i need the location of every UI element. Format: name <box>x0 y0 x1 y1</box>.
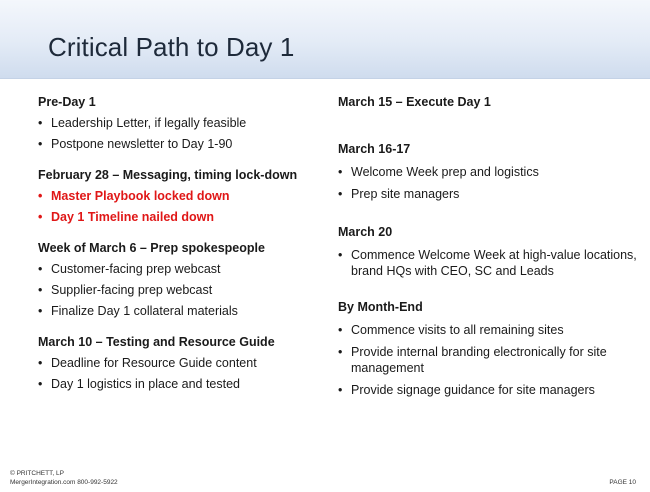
bullet-icon: • <box>38 356 43 370</box>
bullet-icon: • <box>38 116 43 130</box>
section-march-15 <box>338 93 638 119</box>
bullet-text: Leadership Letter, if legally feasible <box>51 116 247 130</box>
bullet-item <box>338 344 638 376</box>
bullet-text: Supplier-facing prep webcast <box>51 283 213 297</box>
bullet-item <box>338 382 638 398</box>
bullet-text: Provide signage guidance for site managers <box>351 383 595 397</box>
slide-title: Critical Path to Day 1 <box>48 32 295 62</box>
bullet-text: Postpone newsletter to Day 1-90 <box>51 137 233 151</box>
bullet-text: Welcome Week prep and logistics <box>351 165 539 179</box>
section-march-10 <box>38 333 323 392</box>
bullet-list <box>338 322 638 398</box>
footer-contact: MergerIntegration.com 800-992-5922 <box>10 479 118 486</box>
bullet-icon: • <box>38 283 43 297</box>
bullet-text: Prep site managers <box>351 187 460 201</box>
bullet-item-highlighted <box>38 188 323 204</box>
bullet-icon: • <box>338 345 343 359</box>
bullet-icon: • <box>38 210 43 224</box>
bullet-text: Customer-facing prep webcast <box>51 262 221 276</box>
bullet-list <box>38 188 323 225</box>
bullet-icon: • <box>338 248 343 262</box>
bullet-item <box>38 376 323 392</box>
bullet-item <box>38 115 323 131</box>
bullet-icon: • <box>38 304 43 318</box>
bullet-item-highlighted <box>38 209 323 225</box>
bullet-list <box>38 355 323 392</box>
footer-left <box>10 469 118 487</box>
section-march-16-17 <box>338 140 638 202</box>
bullet-icon: • <box>338 165 343 179</box>
bullet-icon: • <box>338 383 343 397</box>
section-heading: March 16-17 <box>338 142 411 156</box>
bullet-list <box>38 261 323 319</box>
section-heading: March 20 <box>338 225 393 239</box>
left-column <box>38 93 323 397</box>
bullet-item <box>38 355 323 371</box>
bullet-icon: • <box>38 262 43 276</box>
footer-copyright: © PRITCHETT, LP <box>10 470 64 477</box>
bullet-item <box>338 322 638 338</box>
bullet-icon: • <box>38 189 43 203</box>
bullet-item <box>38 136 323 152</box>
bullet-item <box>338 247 638 279</box>
page-number: PAGE 10 <box>609 479 636 486</box>
bullet-text: Day 1 logistics in place and tested <box>51 377 240 391</box>
bullet-icon: • <box>38 377 43 391</box>
section-heading: March 10 – Testing and Resource Guide <box>38 335 275 349</box>
bullet-list <box>38 115 323 152</box>
bullet-text: Commence Welcome Week at high-value locations, brand HQs with CEO, SC and Leads <box>351 248 637 278</box>
section-heading: March 15 – Execute Day 1 <box>338 95 491 109</box>
bullet-icon: • <box>38 137 43 151</box>
section-week-of-march-6 <box>38 239 323 319</box>
section-heading: Pre-Day 1 <box>38 95 96 109</box>
slide-header-band <box>0 0 650 79</box>
section-pre-day-1 <box>38 93 323 152</box>
bullet-text: Provide internal branding electronically for site management <box>351 345 607 375</box>
bullet-text: Commence visits to all remaining sites <box>351 323 564 337</box>
bullet-list <box>338 164 638 202</box>
section-heading: Week of March 6 – Prep spokespeople <box>38 241 265 255</box>
section-february-28 <box>38 166 323 225</box>
bullet-text: Master Playbook locked down <box>51 189 230 203</box>
section-heading: By Month-End <box>338 300 423 314</box>
bullet-item <box>338 186 638 202</box>
bullet-icon: • <box>338 187 343 201</box>
bullet-item <box>338 164 638 180</box>
bullet-list <box>338 247 638 279</box>
section-by-month-end <box>338 298 638 398</box>
bullet-text: Day 1 Timeline nailed down <box>51 210 215 224</box>
section-heading: February 28 – Messaging, timing lock-down <box>38 168 298 182</box>
bullet-item <box>38 303 323 319</box>
bullet-item <box>38 282 323 298</box>
right-column <box>338 93 638 404</box>
bullet-text: Finalize Day 1 collateral materials <box>51 304 238 318</box>
bullet-text: Deadline for Resource Guide content <box>51 356 257 370</box>
section-march-20 <box>338 223 638 279</box>
bullet-item <box>38 261 323 277</box>
bullet-icon: • <box>338 323 343 337</box>
